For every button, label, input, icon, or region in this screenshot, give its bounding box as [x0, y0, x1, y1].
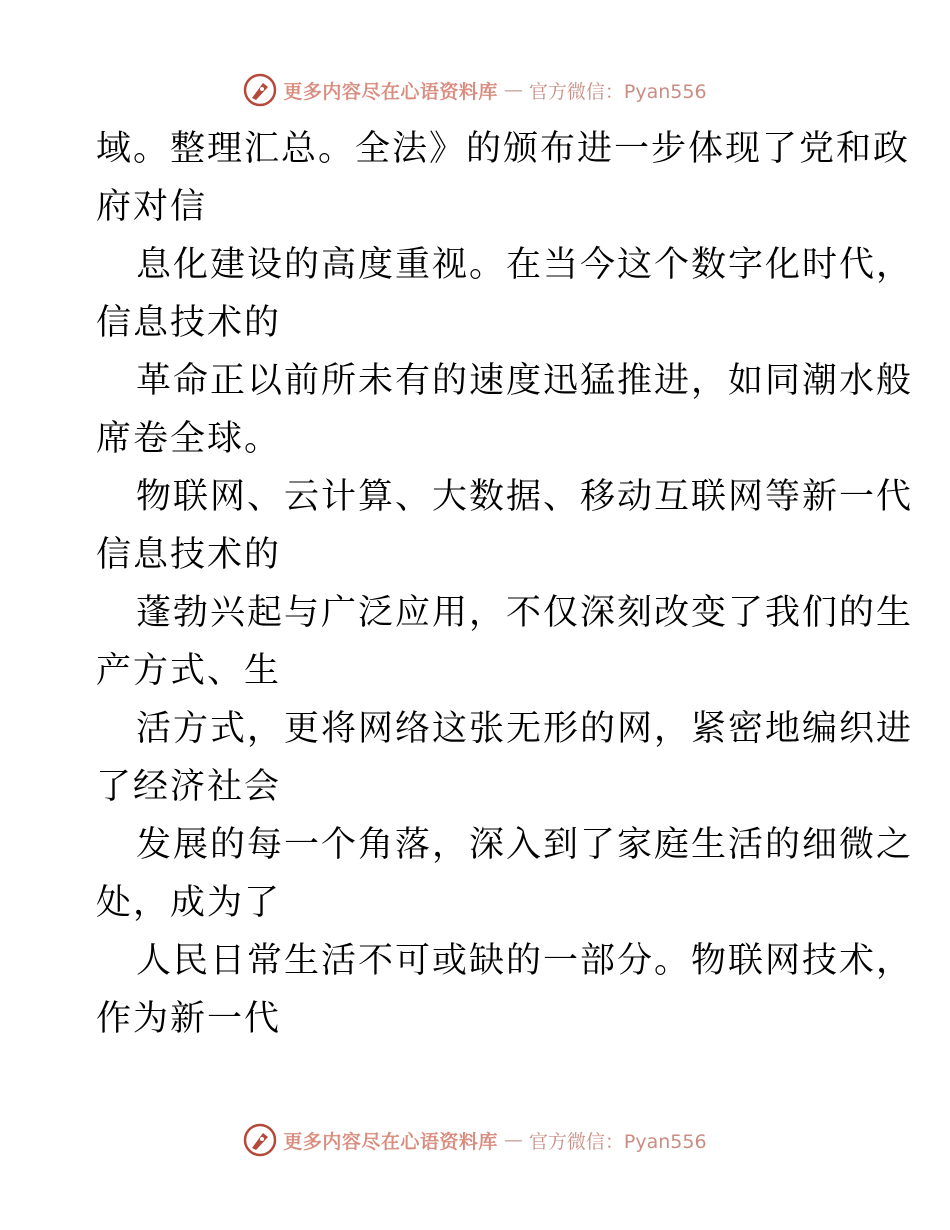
document-body [96, 120, 914, 1048]
text-line: 革命正以前所未有的速度迅猛推进，如同潮水般 [136, 361, 914, 401]
watermark-separator: — [503, 79, 523, 101]
watermark-wechat-text: 官方微信：Pyan556 [528, 80, 707, 103]
text-line: 信息技术的 [96, 303, 282, 343]
text-line: 物联网、云计算、大数据、移动互联网等新一代 [136, 477, 914, 517]
pen-nib-logo-icon [243, 73, 277, 107]
footer-watermark [0, 1120, 950, 1160]
header-watermark [0, 70, 950, 110]
text-line: 息化建设的高度重视。在当今这个数字化时代， [136, 245, 914, 285]
text-line: 人民日常生活不可或缺的一部分。物联网技术， [136, 941, 914, 981]
text-line: 信息技术的 [96, 535, 282, 575]
text-line: 蓬勃兴起与广泛应用，不仅深刻改变了我们的生 [136, 593, 914, 633]
watermark-site-text: 更多内容尽在心语资料库 [283, 80, 498, 103]
text-line: 了经济社会 [96, 767, 282, 807]
text-line: 活方式，更将网络这张无形的网，紧密地编织进 [136, 709, 914, 749]
pen-nib-logo-icon [243, 1123, 277, 1157]
text-line: 发展的每一个角落，深入到了家庭生活的细微之 [136, 825, 914, 865]
watermark-separator: — [503, 1129, 523, 1151]
watermark-site-text: 更多内容尽在心语资料库 [283, 1130, 498, 1153]
text-line: 处，成为了 [96, 883, 282, 923]
watermark-wechat-text: 官方微信：Pyan556 [528, 1130, 707, 1153]
text-line: 府对信 [96, 187, 208, 227]
text-line: 作为新一代 [96, 999, 282, 1039]
text-line: 产方式、生 [96, 651, 282, 691]
text-line: 域。整理汇总。全法》的颁布进一步体现了党和政 [96, 129, 911, 169]
text-line: 席卷全球。 [96, 419, 282, 459]
